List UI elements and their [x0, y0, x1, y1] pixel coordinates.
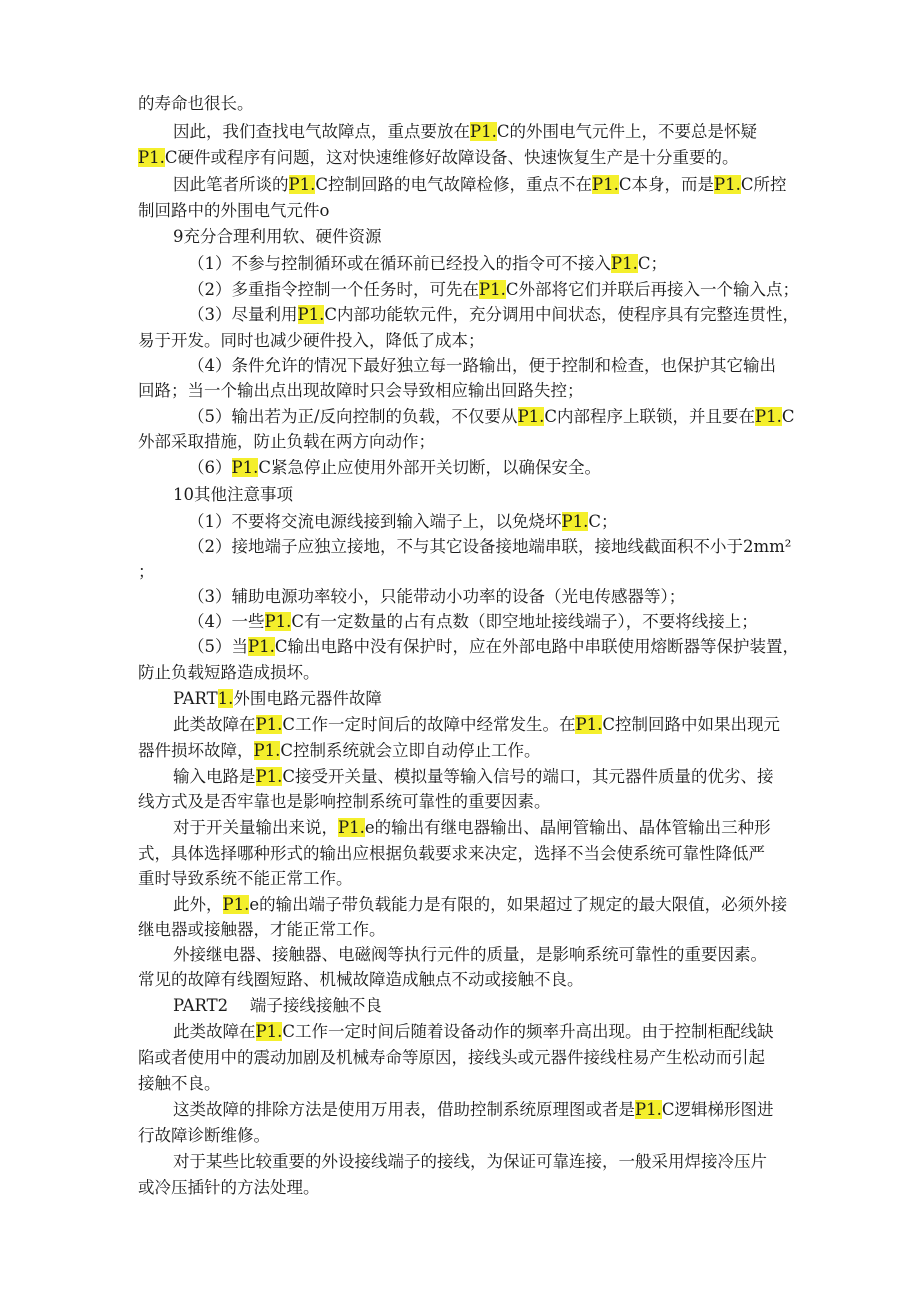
text-line: 输入电路是P1.C接受开关量、模拟量等输入信号的端口，其元器件质量的优劣、接	[173, 767, 774, 786]
text-line: （2）多重指令控制一个任务时，可先在P1.C外部将它们并联后再接入一个输入点；	[188, 280, 799, 299]
text-line: 易于开发。同时也减少硬件投入，降低了成本；	[138, 331, 485, 350]
text-line: 9充分合理利用软、硬件资源	[173, 227, 382, 246]
highlight-mark: P1.	[517, 407, 545, 426]
text-line: 重时导致系统不能正常工作。	[138, 869, 353, 888]
text-line: 因此笔者所谈的P1.C控制回路的电气故障检修，重点不在P1.C本身，而是P1.C所控	[173, 175, 787, 194]
text-line: （4）条件允许的情况下最好独立每一路输出，便于控制和检查，也保护其它输出	[188, 356, 776, 375]
text-line: 回路；当一个输出点出现故障时只会导致相应输出回路失控；	[138, 381, 584, 400]
text-line: （3）尽量利用P1.C内部功能软元件，充分调用中间状态，使程序具有完整连贯性，	[188, 305, 799, 324]
text-line: （1）不要将交流电源线接到输入端子上，以免烧坏P1.C；	[188, 512, 618, 531]
highlight-mark: P1.	[611, 254, 638, 273]
highlight-mark: P1.	[755, 407, 782, 426]
text-line: （6）P1.C紧急停止应使用外部开关切断，以确保安全。	[188, 458, 601, 477]
highlight-mark: P1.	[255, 767, 283, 786]
highlight-mark: P1.	[138, 148, 165, 167]
highlight-mark: P1.	[635, 1100, 662, 1119]
highlight-mark: P1.	[255, 715, 283, 734]
text-line: P1.C硬件或程序有问题，这对快速维修好故障设备、快速恢复生产是十分重要的。	[138, 148, 739, 167]
text-line: 陷或者使用中的震动加剧及机械寿命等原因，接线头或元器件接线柱易产生松动而引起	[138, 1048, 765, 1067]
highlight-mark: P1.	[297, 305, 325, 324]
highlight-mark: P1.	[470, 122, 497, 141]
text-line: 对于开关量输出来说，P1.e的输出有继电器输出、晶闸管输出、晶体管输出三种形	[173, 818, 771, 837]
text-line: （1）不参与控制循环或在循环前已经投入的指令可不接入P1.C；	[188, 254, 667, 273]
text-line: 这类故障的排除方法是使用万用表，借助控制系统原理图或者是P1.C逻辑梯形图进	[173, 1100, 774, 1119]
highlight-mark: P1.	[255, 1022, 283, 1041]
text-line: 对于某些比较重要的外设接线端子的接线，为保证可靠连接，一般采用焊接冷压片	[173, 1152, 767, 1171]
highlight-mark: P1.	[479, 280, 506, 299]
text-line: （2）接地端子应独立接地，不与其它设备接地端串联，接地线截面积不小于2mm²	[188, 537, 792, 556]
text-line: 接触不良。	[138, 1074, 221, 1093]
text-line: （5）输出若为正/反向控制的负载，不仅要从P1.C内部程序上联锁，并且要在P1.C	[188, 407, 795, 426]
text-line: 的寿命也很长。	[138, 94, 254, 113]
highlight-mark: P1.	[561, 512, 589, 531]
highlight-mark: P1.	[231, 458, 259, 477]
text-line: 制回路中的外围电气元件o	[138, 201, 330, 220]
text-line: 常见的故障有线圈短路、机械故障造成触点不动或接触不良。	[138, 970, 584, 989]
text-line: 此外，P1.e的输出端子带负载能力是有限的，如果超过了规定的最大限值，必须外接	[173, 895, 788, 914]
text-line: （4）一些P1.C有一定数量的占有点数（即空地址接线端子），不要将线接上；	[188, 612, 758, 631]
text-line: PART2 端子接线接触不良	[173, 996, 382, 1015]
text-line: 此类故障在P1.C工作一定时间后的故障中经常发生。在P1.C控制回路中如果出现元	[173, 715, 780, 734]
text-line: PART1.外围电路元器件故障	[173, 689, 382, 708]
text-line: 外部采取措施，防止负载在两方向动作；	[138, 432, 435, 451]
highlight-mark: P1.	[222, 895, 250, 914]
highlight-mark: P1.	[264, 612, 292, 631]
text-line: 继电器或接触器，才能正常工作。	[138, 920, 386, 939]
text-line: 式，具体选择哪种形式的输出应根据负载要求来决定，选择不当会使系统可靠性降低严	[138, 844, 765, 863]
text-line: 或冷压插针的方法处理。	[138, 1178, 320, 1197]
highlight-mark: P1.	[248, 637, 275, 656]
text-line: 10其他注意事项	[173, 485, 293, 504]
highlight-mark: P1.	[575, 715, 603, 734]
text-line: 此类故障在P1.C工作一定时间后随着设备动作的频率升高出现。由于控制柜配线缺	[173, 1022, 774, 1041]
highlight-mark: 1.	[217, 689, 234, 708]
highlight-mark: P1.	[288, 175, 316, 194]
text-line: ；	[138, 562, 155, 581]
text-line: 器件损坏故障，P1.C控制系统就会立即自动停止工作。	[138, 741, 541, 760]
highlight-mark: P1.	[713, 175, 741, 194]
text-line: 因此，我们查找电气故障点，重点要放在P1.C的外围电气元件上，不要总是怀疑	[173, 122, 757, 141]
highlight-mark: P1.	[591, 175, 619, 194]
highlight-mark: P1.	[338, 818, 365, 837]
text-line: 防止负载短路造成损坏。	[138, 663, 320, 682]
text-line: （5）当P1.C输出电路中没有保护时，应在外部电路中串联使用熔断器等保护装置，	[188, 637, 799, 656]
text-line: （3）辅助电源功率较小，只能带动小功率的设备（光电传感器等）；	[188, 587, 686, 606]
text-line: 线方式及是否牢靠也是影响控制系统可靠性的重要因素。	[138, 792, 551, 811]
text-line: 外接继电器、接触器、电磁阀等执行元件的质量，是影响系统可靠性的重要因素。	[173, 945, 767, 964]
text-line: 行故障诊断维修。	[138, 1126, 270, 1145]
highlight-mark: P1.	[253, 741, 281, 760]
